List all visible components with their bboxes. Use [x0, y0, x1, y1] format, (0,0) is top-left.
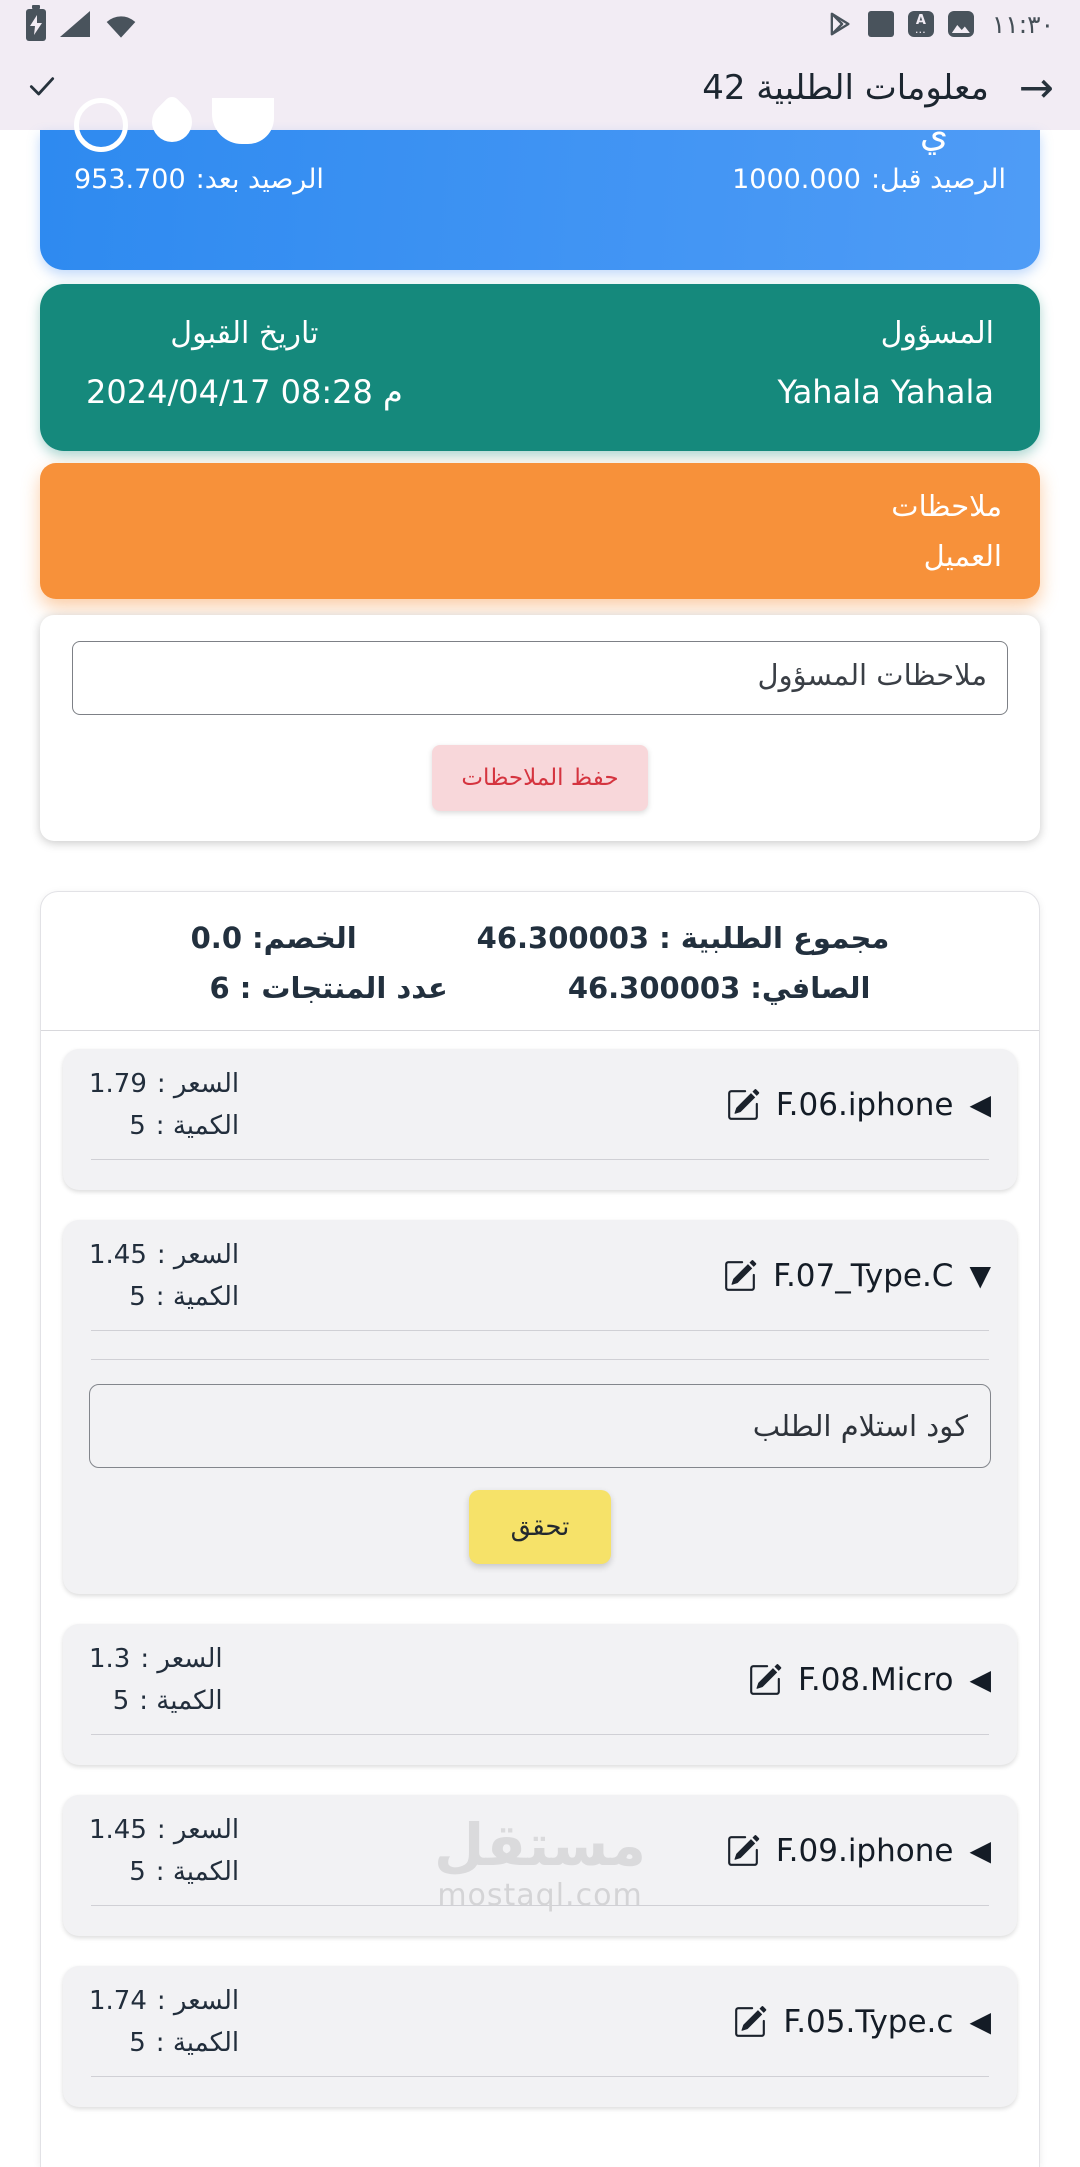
expand-caret-icon[interactable]: ▼: [969, 1259, 991, 1292]
manager-column: [778, 316, 994, 411]
product-card: [63, 1966, 1017, 2107]
collapse-caret-icon[interactable]: ◀: [969, 1088, 991, 1121]
balance-row: [74, 164, 1006, 195]
screenshot-image-icon: [948, 11, 974, 37]
product-name: F.07_Type.C: [773, 1258, 954, 1294]
product-qty: الكمية : 5: [129, 2028, 240, 2058]
notes-banner-line1: ملاحظات: [891, 489, 1002, 523]
product-divider: [91, 1359, 989, 1360]
edit-product-icon[interactable]: [726, 1088, 760, 1122]
product-count: عدد المنتجات : 6: [209, 971, 448, 1005]
screen-record-icon: [868, 11, 894, 37]
product-divider: [91, 1905, 989, 1906]
product-header[interactable]: [89, 1644, 991, 1716]
watermark-url: mostaql.com: [437, 1877, 643, 1913]
edit-product-icon[interactable]: [723, 1259, 757, 1293]
wifi-icon: [104, 9, 138, 39]
product-qty: الكمية : 5: [129, 1857, 240, 1887]
share-icon-clipped[interactable]: [212, 98, 274, 144]
order-summary-card: [40, 891, 1040, 2167]
status-left-icons: [26, 7, 138, 41]
product-price: السعر : 1.3: [89, 1644, 223, 1674]
collapse-caret-icon[interactable]: ◀: [969, 1663, 991, 1696]
save-notes-button[interactable]: حفظ الملاحظات: [432, 745, 648, 811]
auto-translate-icon: A ...: [908, 11, 934, 37]
product-qty: الكمية : 5: [112, 1686, 223, 1716]
product-price: السعر : 1.45: [89, 1815, 240, 1845]
balance-after: الرصيد بعد: 953.700: [74, 164, 324, 195]
collapse-caret-icon[interactable]: ◀: [969, 2005, 991, 2038]
product-name: F.06.iphone: [775, 1087, 954, 1123]
back-arrow-icon[interactable]: →: [1018, 63, 1054, 112]
admin-notes-input[interactable]: [72, 641, 1008, 715]
watermark-title: مستقل: [433, 1811, 647, 1879]
edit-product-icon[interactable]: [733, 2005, 767, 2039]
cell-signal-icon: [60, 11, 90, 37]
product-header[interactable]: [89, 1069, 991, 1141]
product-card-expanded: [63, 1220, 1017, 1594]
totals-row-2: [63, 970, 1017, 1006]
product-qty: الكمية : 5: [129, 1111, 240, 1141]
confirm-check-icon[interactable]: [26, 70, 58, 106]
order-net: الصافي: 46.300003: [567, 971, 871, 1005]
status-right-icons: [826, 10, 1054, 39]
whatsapp-icon-clipped[interactable]: [74, 98, 128, 152]
customer-notes-banner: [40, 463, 1040, 599]
manager-card: [40, 284, 1040, 451]
order-total: مجموع الطلبية : 46.300003: [476, 921, 890, 955]
play-store-icon: [826, 10, 854, 38]
product-price: السعر : 1.79: [89, 1069, 240, 1099]
product-qty: الكمية : 5: [129, 1282, 240, 1312]
product-name: F.05.Type.c: [783, 2004, 954, 2040]
customer-name-clipped: ي: [919, 114, 948, 155]
verify-code-button[interactable]: تحقق: [469, 1490, 611, 1564]
product-card: [63, 1624, 1017, 1765]
manager-label: المسؤول: [880, 316, 994, 351]
product-card: [63, 1795, 1017, 1936]
balance-card: [40, 114, 1040, 270]
accept-date-label: تاريخ القبول: [170, 316, 319, 351]
product-divider: [91, 1330, 989, 1331]
product-header[interactable]: [89, 1986, 991, 2058]
product-header[interactable]: [89, 1240, 991, 1312]
collapse-caret-icon[interactable]: ◀: [969, 1834, 991, 1867]
product-name: F.08.Micro: [798, 1662, 954, 1698]
product-divider: [91, 1159, 989, 1160]
order-discount: الخصم: 0.0: [190, 921, 357, 955]
page-title: معلومات الطلبية 42: [702, 68, 989, 108]
edit-product-icon[interactable]: [726, 1834, 760, 1868]
status-time: ١١:٣٠: [991, 9, 1054, 39]
balance-before: الرصيد قبل: 1000.000: [732, 164, 1006, 195]
product-divider: [91, 2076, 989, 2077]
notes-banner-line2: العميل: [923, 539, 1002, 573]
product-card: [63, 1049, 1017, 1190]
product-price: السعر : 1.45: [89, 1240, 240, 1270]
product-price: السعر : 1.74: [89, 1986, 240, 2016]
product-header[interactable]: [89, 1815, 991, 1887]
accept-date-column: [86, 316, 403, 411]
totals-row-1: [63, 920, 1017, 956]
receive-code-input[interactable]: [89, 1384, 991, 1468]
accept-date-value: م 08:28 2024/04/17: [86, 373, 403, 411]
totals-divider: [41, 1030, 1039, 1031]
admin-notes-card: [40, 615, 1040, 841]
manager-name: Yahala Yahala: [777, 373, 994, 411]
status-bar: [0, 0, 1080, 46]
edit-product-icon[interactable]: [748, 1663, 782, 1697]
product-divider: [91, 1734, 989, 1735]
product-name: F.09.iphone: [775, 1833, 954, 1869]
battery-charging-icon: [26, 9, 46, 41]
